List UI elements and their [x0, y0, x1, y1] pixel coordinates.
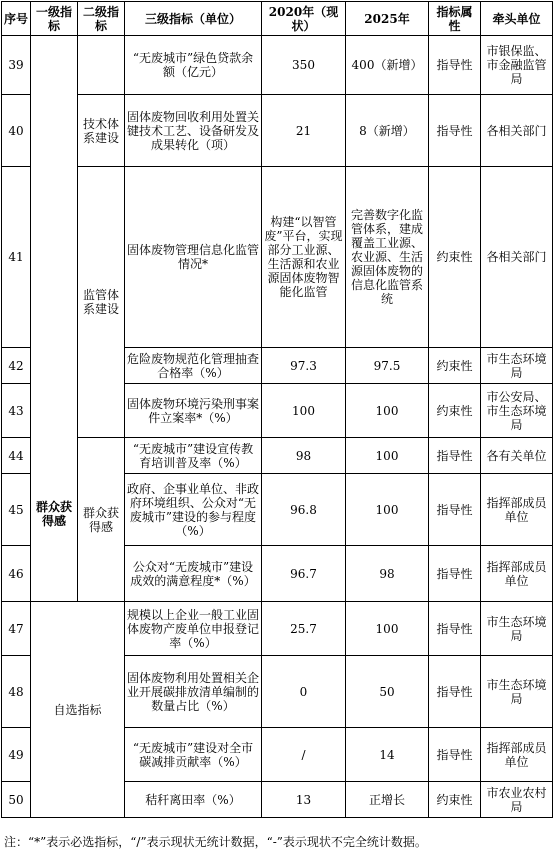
row-lead: 市生态环境局 [481, 348, 553, 384]
row-2025: 正增长 [346, 782, 429, 818]
row-attr: 约束性 [429, 782, 481, 818]
row-attr: 指导性 [429, 438, 481, 474]
table-row [2, 602, 553, 656]
row-attr: 指导性 [429, 602, 481, 656]
row-lead: 市生态环境局 [481, 656, 553, 728]
row-name: 规模以上企业一般工业固体废物产废单位申报登记率（%） [125, 602, 262, 656]
row-2020: 100 [262, 384, 346, 438]
row-attr: 指导性 [429, 36, 481, 95]
row-2020: 96.7 [262, 546, 346, 602]
row-2020: 构建“以智管废”平台，实现部分工业源、生活源和农业源固体废物智能化监管 [262, 167, 346, 348]
row-seq: 49 [2, 728, 31, 782]
row-attr: 约束性 [429, 348, 481, 384]
row-2020: 97.3 [262, 348, 346, 384]
header-level2: 二级指标 [78, 2, 125, 36]
row-lead: 指挥部成员单位 [481, 728, 553, 782]
row-name: 固体废物回收利用处置关键技术工艺、设备研发及成果转化（项） [125, 95, 262, 167]
row-2025: 14 [346, 728, 429, 782]
row-name: “无废城市”绿色贷款余额（亿元） [125, 36, 262, 95]
row-name: “无废城市”建设宣传教育培训普及率（%） [125, 438, 262, 474]
row-name: 政府、企事业单位、非政府环境组织、公众对“无废城市”建设的参与程度（%） [125, 474, 262, 546]
row-seq: 43 [2, 384, 31, 438]
header-lead: 牵头单位 [481, 2, 553, 36]
row-2025: 50 [346, 656, 429, 728]
row-seq: 48 [2, 656, 31, 728]
header-2020: 2020年（现状） [262, 2, 346, 36]
row-2025: 100 [346, 438, 429, 474]
row-lead: 市公安局、市生态环境局 [481, 384, 553, 438]
row-attr: 指导性 [429, 546, 481, 602]
row-2025: 100 [346, 602, 429, 656]
row-2025: 100 [346, 474, 429, 546]
row-attr: 指导性 [429, 656, 481, 728]
row-2020: 96.8 [262, 474, 346, 546]
row-name: 危险废物规范化管理抽查合格率（%） [125, 348, 262, 384]
row-seq: 50 [2, 782, 31, 818]
row-lead: 市农业农村局 [481, 782, 553, 818]
group-tech: 技术体系建设 [78, 95, 125, 167]
row-2020: 13 [262, 782, 346, 818]
row-2025: 400（新增） [346, 36, 429, 95]
table-row [2, 438, 553, 474]
row-name: 固体废物利用处置相关企业开展碳排放清单编制的数量占比（%） [125, 656, 262, 728]
footnote: 注：“*”表示必选指标，“/”表示现状无统计数据，“-”表示现状不完全统计数据。 [4, 835, 427, 849]
table-row [2, 167, 553, 348]
table-row [2, 95, 553, 167]
row-2020: 0 [262, 656, 346, 728]
group-masses-level1: 群众获得感 [35, 500, 72, 528]
header-attr: 指标属性 [429, 2, 481, 36]
row-lead: 各相关部门 [481, 95, 553, 167]
row-seq: 46 [2, 546, 31, 602]
row-2020: / [262, 728, 346, 782]
row-seq: 44 [2, 438, 31, 474]
row-lead: 各相关部门 [481, 167, 553, 348]
row-attr: 约束性 [429, 384, 481, 438]
row-2020: 98 [262, 438, 346, 474]
row-attr: 约束性 [429, 167, 481, 348]
row-lead: 指挥部成员单位 [481, 474, 553, 546]
row-seq: 41 [2, 167, 31, 348]
row-2025: 97.5 [346, 348, 429, 384]
row-2025: 8（新增） [346, 95, 429, 167]
row-2025: 100 [346, 384, 429, 438]
header-level3: 三级指标（单位） [125, 2, 262, 36]
row-seq: 39 [2, 36, 31, 95]
header-level1: 一级指标 [31, 2, 78, 36]
row-seq: 42 [2, 348, 31, 384]
row-lead: 指挥部成员单位 [481, 546, 553, 602]
row-2025: 完善数字化监管体系，建成覆盖工业源、农业源、生活源固体废物的信息化监管系统 [346, 167, 429, 348]
row-name: 固体废物环境污染刑事案件立案率*（%） [125, 384, 262, 438]
row-lead: 市银保监、市金融监管局 [481, 36, 553, 95]
row-name: 秸秆离田率（%） [125, 782, 262, 818]
table-row [2, 36, 553, 95]
row-name: 固体废物管理信息化监管情况* [125, 167, 262, 348]
header-seq: 序号 [2, 2, 31, 36]
group-supervision: 监管体系建设 [78, 167, 125, 438]
group-optional: 自选指标 [31, 602, 125, 818]
row-name: “无废城市”建设对全市碳减排贡献率（%） [125, 728, 262, 782]
row-lead: 市生态环境局 [481, 602, 553, 656]
row-attr: 指导性 [429, 95, 481, 167]
row-2020: 21 [262, 95, 346, 167]
header-2025: 2025年 [346, 2, 429, 36]
indicator-table [1, 1, 553, 818]
row-attr: 指导性 [429, 474, 481, 546]
row-lead: 各有关单位 [481, 438, 553, 474]
row-seq: 40 [2, 95, 31, 167]
row-attr: 指导性 [429, 728, 481, 782]
row-2020: 350 [262, 36, 346, 95]
row-2020: 25.7 [262, 602, 346, 656]
level2-empty-cell [78, 36, 125, 95]
row-name: 公众对“无废城市”建设成效的满意程度*（%） [125, 546, 262, 602]
header-row [2, 2, 553, 36]
group-masses-level2: 群众获得感 [78, 438, 125, 602]
row-2025: 98 [346, 546, 429, 602]
row-seq: 45 [2, 474, 31, 546]
row-seq: 47 [2, 602, 31, 656]
